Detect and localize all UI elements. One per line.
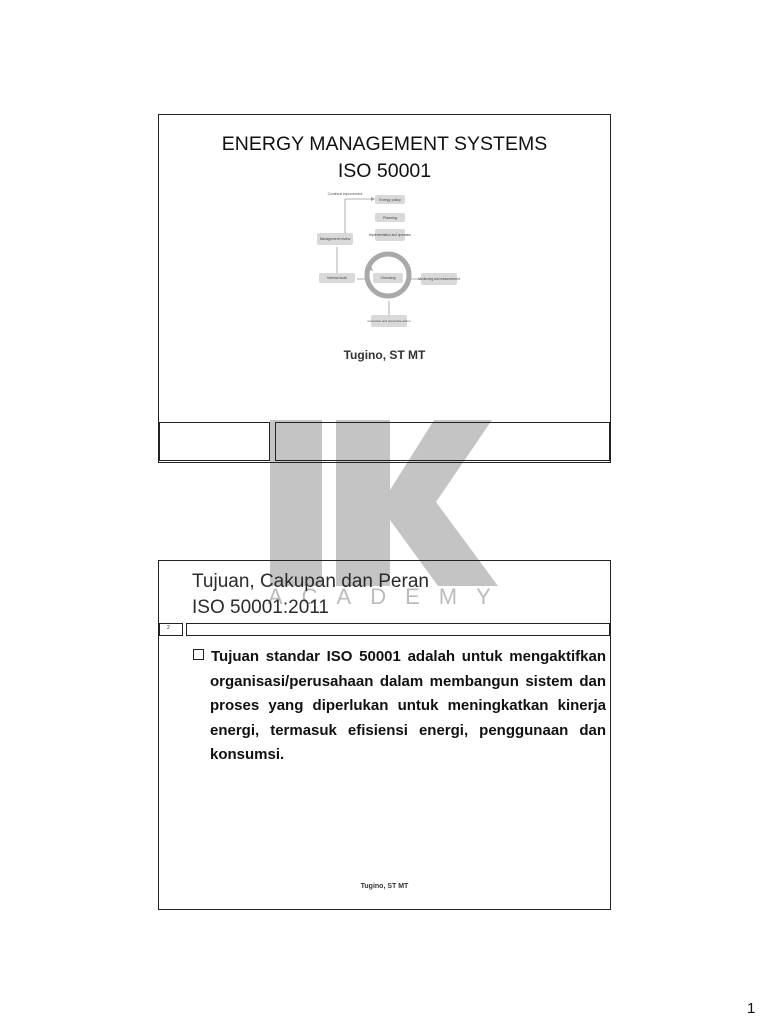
diagram-node-corrective: [367, 315, 410, 327]
slide-1-title: [159, 131, 610, 185]
slide-1-title-line-2: ISO 50001: [337, 160, 432, 182]
svg-text:Continual improvement: Continual improvement: [327, 192, 363, 196]
slide-1-title-line-1: ENERGY MANAGEMENT SYSTEMS: [221, 133, 548, 155]
pdca-cycle-diagram: [309, 189, 461, 329]
slide-1-footer-box-left: [159, 422, 270, 461]
diagram-node-monitoring: [418, 273, 460, 285]
square-bullet-icon: [193, 649, 204, 660]
svg-text:Corrective and preventive acti: Corrective and preventive action: [367, 319, 411, 323]
svg-text:Checking: Checking: [380, 276, 396, 280]
slide-2-title-line-1: Tujuan, Cakupan dan Peran: [192, 571, 429, 592]
slide-2-bullet-text: Tujuan standar ISO 50001 adalah untuk mengaktifkan organisasi/perusahaan dalam membangun sistem dan proses yang diperlukan untuk meningkatkan kinerja energi, termasuk efisiensi energi, penggunaan dan konsumsi.: [210, 648, 606, 763]
slide-2-title: [192, 569, 429, 621]
slide-1-author: Tugino, ST MT: [343, 348, 426, 362]
svg-text:Implementation and operation: Implementation and operation: [368, 233, 412, 237]
diagram-node-energy-policy: [375, 195, 405, 204]
slide-2-header-bar: [186, 623, 610, 636]
slide-2-title-line-2: ISO 50001:2011: [192, 597, 329, 618]
diagram-node-management-review: [317, 233, 353, 245]
svg-text:Management review: Management review: [319, 237, 351, 241]
slide-1: [158, 114, 611, 463]
diagram-node-implementation: [369, 229, 411, 241]
slide-2-number: 2: [167, 625, 170, 631]
page-number: 1: [747, 1000, 756, 1017]
svg-text:Internal audit: Internal audit: [327, 276, 347, 280]
svg-text:Planning: Planning: [383, 216, 397, 220]
diagram-node-checking: [373, 273, 403, 283]
svg-text:Monitoring and measurement: Monitoring and measurement: [418, 277, 460, 281]
slide-2-number-box: [159, 623, 183, 636]
slide-2: [158, 560, 611, 910]
svg-text:Energy policy: Energy policy: [379, 198, 401, 202]
slide-1-footer-box-right: [275, 422, 610, 461]
diagram-node-planning: [375, 213, 405, 222]
diagram-node-internal-audit: [319, 273, 355, 283]
slide-2-footer: Tugino, ST MT: [360, 883, 409, 890]
watermark-academy-text: ACADEMY: [268, 584, 510, 609]
slide-2-bullet: [193, 645, 606, 768]
diagram-node-continual: [328, 192, 363, 196]
